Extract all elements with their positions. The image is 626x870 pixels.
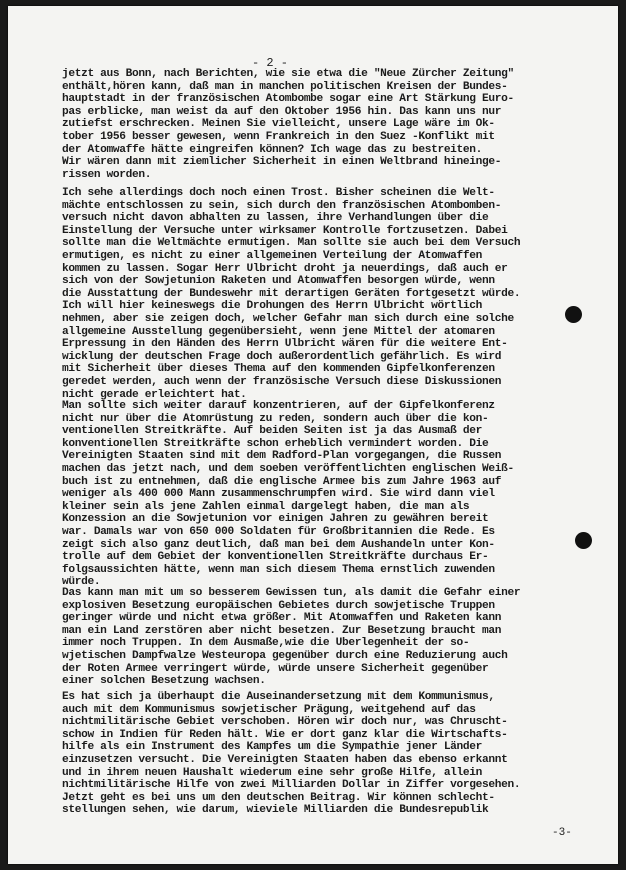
text-line: versuch nicht davon abhalten zu lassen, ihre Verhandlungen über die <box>62 212 489 225</box>
paragraph-2 <box>62 187 582 401</box>
paragraph-4 <box>62 587 582 688</box>
text-line: der Atomwaffe hätte eingreifen können? Ich wage das zu bestreiten. <box>62 143 482 156</box>
text-line: die Ausstattung der Bundeswehr mit derartigen Geräten fortgesetzt würde. <box>62 287 521 300</box>
text-line: mit Sicherheit über dieses Thema auf den kommenden Gipfelkonferenzen <box>62 363 495 376</box>
text-line: nicht nur über die Atomrüstung zu reden, sondern auch über die kon- <box>62 412 489 425</box>
paragraph-1 <box>62 68 582 181</box>
text-line: hauptstadt in der französischen Atombombe sogar eine Art Stärkung Euro- <box>62 93 514 106</box>
text-line: explosiven Besetzung europäischen Gebietes durch sowjetische Truppen <box>62 599 495 612</box>
text-line: Einstellung der Versuche unter wirksamer Kontrolle fortzusetzen. Dabei <box>62 224 508 237</box>
text-line: nichtmilitärische Gebiet verschoben. Hören wir doch nur, was Chruscht- <box>62 716 508 729</box>
text-line: einzusetzen versucht. Die Vereinigten Staaten haben das ebenso erkannt <box>62 753 508 766</box>
text-line: nicht gerade erleichtert hat. <box>62 388 247 401</box>
text-line: würde. <box>62 576 101 589</box>
text-line: Ich sehe allerdings doch noch einen Trost. Bisher scheinen die Welt- <box>62 187 495 199</box>
text-line: der Roten Armee verringert würde, würde unsere Sicherheit gegenüber <box>62 662 489 675</box>
text-line: Vereinigten Staaten sind mit dem Radford-Plan vorgegangen, die Russen <box>62 450 502 463</box>
text-line: nehmen, aber sie zeigen doch, welcher Gefahr man sich durch eine solche <box>62 312 514 325</box>
paragraph-3 <box>62 400 582 589</box>
text-line: ventionellen Streitkräfte. Auf beiden Seiten ist ja das Ausmaß der <box>62 425 482 438</box>
text-line: einer solchen Besetzung wachsen. <box>62 675 266 688</box>
text-line: trolle auf dem Gebiet der konventionellen Streitkräfte durchaus Er- <box>62 551 489 564</box>
text-line: auch mit dem Kommunismus sowjetischer Prägung, weitgehend auf das <box>62 703 476 716</box>
text-line: schow in Indien für Reden hält. Wie er dort ganz klar die Wirtschafts- <box>62 728 508 741</box>
text-line: geringer würde und nicht etwa größer. Mit Atomwaffen und Raketen kann <box>62 612 502 625</box>
text-line: kommen zu lassen. Sogar Herr Ulbricht droht ja neuerdings, daß auch er <box>62 262 508 275</box>
text-line: Das kann man mit um so besserem Gewissen tun, als damit die Gefahr einer <box>62 587 521 599</box>
text-line: Ich will hier keineswegs die Drohungen des Herrn Ulbricht wörtlich <box>62 300 482 313</box>
text-line: rissen worden. <box>62 168 152 181</box>
text-line: Es hat sich ja überhaupt die Auseinandersetzung mit dem Kommunismus, <box>62 691 495 703</box>
text-line: nichtmilitärische Hilfe von zwei Milliarden Dollar in Ziffer vorgesehen. <box>62 779 521 792</box>
text-line: zutiefst erschrecken. Meinen Sie vielleicht, unsere Lage wäre im Ok- <box>62 118 495 131</box>
text-line: stellungen sehen, wie darum, wieviele Milliarden die Bundesrepublik <box>62 804 489 817</box>
text-line: zeigt sich also ganz deutlich, daß man bei dem Aushandeln unter Kon- <box>62 538 495 551</box>
text-line: sollte man die Weltmächte ermutigen. Man sollte sie auch bei dem Versuch <box>62 237 521 250</box>
text-line: machen das jetzt nach, und dem soeben veröffentlichten englischen Weiß- <box>62 462 514 475</box>
text-line: wjetischen Dampfwalze Westeuropa gegenüber durch eine Reduzierung auch <box>62 649 508 662</box>
text-line: konventionellen Streitkräfte schon erheblich vermindert worden. Die <box>62 437 489 450</box>
text-line: und in ihrem neuen Haushalt wiederum eine sehr große Hilfe, allein <box>62 766 482 779</box>
text-line: hilfe als ein Instrument des Kampfes um die Sympathie jener Länder <box>62 741 482 754</box>
text-line: mächte entschlossen zu sein, sich durch den französischen Atombomben- <box>62 199 502 212</box>
text-line: weniger als 400 000 Mann zusammenschrumpfen wird. Sie wird dann viel <box>62 488 495 501</box>
text-line: ermutigen, es nicht zu einer allgemeinen Verteilung der Atomwaffen <box>62 249 482 262</box>
text-line: folgsaussichten hätte, wenn man sich diesem Thema ernstlich zuwenden <box>62 563 495 576</box>
text-line: Wir wären dann mit ziemlicher Sicherheit in einen Weltbrand hineinge- <box>62 156 502 169</box>
text-line: sich von der Sowjetunion Raketen und Atomwaffen besorgen würde, wenn <box>62 275 495 288</box>
text-line: wicklung der deutschen Frage doch außerordentlich gefährlich. Es wird <box>62 350 502 363</box>
text-line: Jetzt geht es bei uns um den deutschen Beitrag. Wir können schlecht- <box>62 791 495 804</box>
text-line: enthält,hören kann, daß man in manchen politischen Kreisen der Bundes- <box>62 80 508 93</box>
continuation-mark: -3- <box>552 827 572 839</box>
text-line: Erpressung in den Händen des Herrn Ulbricht wären für die weitere Ent- <box>62 338 508 351</box>
text-line: allgemeine Ausstellung gegenübersieht, wenn jene Mittel der atomaren <box>62 325 495 338</box>
paragraph-5 <box>62 691 582 817</box>
text-line: immer noch Truppen. In dem Ausmaße,wie die Überlegenheit der so- <box>62 637 470 650</box>
text-line: Konzession an die Sowjetunion vor einigen Jahren zu gewähren bereit <box>62 513 489 526</box>
text-line: Man sollte sich weiter darauf konzentrieren, auf der Gipfelkonferenz <box>62 400 495 412</box>
page-number: - 2 - <box>251 56 288 70</box>
text-line: geredet werden, auch wenn der französische Versuch diese Diskussionen <box>62 375 502 388</box>
text-line: jetzt aus Bonn, nach Berichten, wie sie etwa die "Neue Zürcher Zeitung" <box>62 68 514 80</box>
text-line: pas erblicke, man weist da auf den Oktober 1956 hin. Das kann uns nur <box>62 105 502 118</box>
text-line: war. Damals war von 650 000 Soldaten für Großbritannien die Rede. Es <box>62 525 495 538</box>
text-line: man ein Land zerstören aber nicht besetzen. Zur Besetzung braucht man <box>62 624 502 637</box>
text-line: tober 1956 besser gewesen, wenn Frankreich in den Suez -Konflikt mit <box>62 130 495 143</box>
text-line: buch ist zu entnehmen, daß die englische Armee bis zum Jahre 1963 auf <box>62 475 502 488</box>
text-line: kleiner sein als jene Zahlen einmal dargelegt haben, die man als <box>62 500 470 513</box>
